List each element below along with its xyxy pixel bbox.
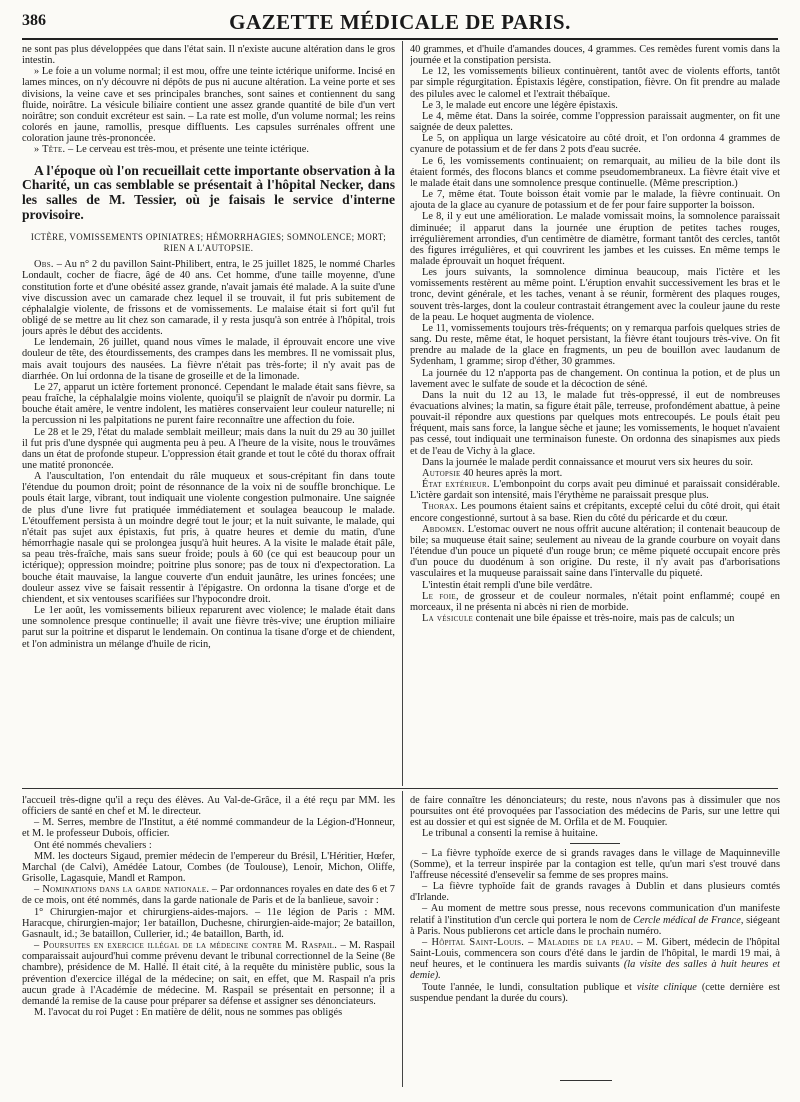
divider [570,843,620,844]
paragraph: Le 5, on appliqua un large vésicatoire au côté droit, et l'on ordonna 4 grammes de cyanure de potassium et de fer dans 2 pots d'eau sucrée. [410,133,780,156]
paragraph: Abdomen. L'estomac ouvert ne nous offrit aucune altération; il contenait beaucoup de bile; sa muqueuse était saine; seulement au niveau de la grande courbure on voyait dans l'étendue d'un pouce un piqueté d'un rouge brun; ce même piqueté occupait encore près d'un pouce du duodénum à son origine. Du reste, il n'y avait pas d'arborisations vasculaires et la muqueuse paraissait saine dans l'intervalle du piqueté. [410,523,780,580]
paragraph: » Tête. – Le cerveau est très-mou, et présente une teinte ictérique. [34,144,309,156]
paragraph: M. l'avocat du roi Puget : En matière de délit, nous ne sommes pas obligés [34,1006,343,1018]
paragraph: Le 3, le malade eut encore une légère épistaxis. [422,99,618,111]
paragraph: Le 4, même état. Dans la soirée, comme l'oppression paraissait augmenter, on fit une saignée de deux palettes. [410,110,780,134]
paragraph: Autopsie 40 heures après la mort. [422,467,563,479]
paragraph: Le 7, même état. Toute boisson était vomie par le malade, la fièvre continuait. On ajouta de la glace au cyanure de potassium et de fer pour faire supporter la boisson. [410,189,780,212]
paragraph: 40 grammes, et d'huile d'amandes douces, 4 grammes. Ces remèdes furent vomis dans la journée et la constipation persista. [410,44,780,67]
page-number: 386 [22,12,46,29]
italic-term: Cercle médical de France [633,914,741,926]
article-column-left [22,44,395,786]
paragraph: Dans la journée le malade perdit connaissance et mourut vers six heures du soir. [422,456,753,468]
column-divider [402,41,403,786]
page-header [22,10,778,40]
paragraph: – Hôpital Saint-Louis. – Maladies de la peau. – M. Gibert, médecin de l'hôpital Saint-Louis, commencera son cours d'été dans le jardin de l'hôpital, le mardi 19 mai, à neuf heures, et le continuera les mardis suivants (la visite des salles à huit heures et demie). [410,936,780,982]
paragraph: – La fièvre typhoïde exerce de si grands ravages dans le village de Maquinneville (Somme), et la terreur inspirée par la contagion est telle, qu'un mari s'est trouvé dans l'affreuse nécessité d'ensevelir sa femme de ses propres mains. [410,847,780,881]
section-lead: Le foie, [422,590,459,602]
paragraph: – Poursuites en exercice illégal de la médecine contre M. Raspail. – M. Raspail comparaissait aujourd'hui comme prévenu devant le tribunal correctionnel de la Seine (8e chambre), présidence de M. Hallé. Il était cité, à la requête du ministère public, sous la prévention d'exercice illégal de la médecine; on sait, en effet, que M. Raspail n'a pris aucun grade à l'Académie de médecine. M. Raspail se présentait en personne; il a demandé la remise de la cause pour préparer sa défense et assigner ses dénonciateurs. [22,940,395,1007]
paragraph: – La fièvre typhoïde fait de grands ravages à Dublin et dans plusieurs comtés d'Irlande. [410,881,780,904]
section-title: ICTÈRE, VOMISSEMENTS OPINIATRES; HÉMORRHAGIES; SOMNOLENCE; MORT; RIEN A L'AUTOPSIE. [30,232,387,253]
paragraph: Le 12, les vomissements bilieux continuèrent, tantôt avec de violents efforts, tantôt par simple régurgitation. Épistaxis légère, constipation, fièvre. On fit prendre au malade des pilules avec le calomel et l'extrait thébaïque. [410,66,780,100]
section-divider [22,788,778,789]
paragraph: Le 28 et le 29, l'état du malade semblait meilleur; mais dans la nuit du 29 au 30 juillet il fut pris d'une dyspnée qui augmenta peu à peu. A l'heure de la visite, nous le trouvâmes dans un état de profonde stupeur. L'oppression était grande et tout le côté du thorax offrait une matité prononcée. [22,426,395,471]
paragraph: Le lendemain, 26 juillet, quand nous vîmes le malade, il éprouvait encore une vive douleur de tête, des étourdissements, des crampes dans les membres. Il ne vomissait plus, mais avait toujours des nausées. La fièvre n'était pas très-forte; il n'y avait pas de diarrhée. On lui ordonna de la tisane de groseille et de la limonade. [22,337,395,382]
paragraph: de faire connaître les dénonciateurs; du reste, nous n'avons pas à dissimuler que nos poursuites ont été provoquées par l'association des médecins de Paris, sur une lettre qui est au dossier et qui est signée de M. Orfila et de M. Fouquier. [410,795,780,829]
journal-title: GAZETTE MÉDICALE DE PARIS. [229,10,571,34]
paragraph: L'intestin était rempli d'une bile verdâtre. [422,579,593,591]
paragraph: » Le foie a un volume normal; il est mou, offre une teinte ictérique uniforme. Incisé en lames minces, on n'y découvre ni dépôts de pus ni aucune altération. La veine porte et ses divisions, la veine cave et ses principales branches, sont saines et contiennent du sang fluide, noirâtre. La vésicule biliaire contient une assez grande quantité de bile d'un vert noirâtre; son conduit excréteur est sain. – La rate est molle, d'un volume normal; les reins colorés en jaune, ramollis, presque diffluents. Les capsules surrénales offrent une coloration jaune très-prononcée. [22,66,395,145]
news-column-right [410,795,780,1075]
paragraph: La journée du 12 n'apporta pas de changement. On continua la potion, et de plus un lavement avec le sulfate de soude et la décoction de séné. [410,367,780,390]
section-lead: Abdomen. [422,523,465,535]
paragraph: ne sont pas plus développées que dans l'état sain. Il n'existe aucune altération dans le gros intestin. [22,44,395,67]
paragraph: Le 6, les vomissements continuaient; on remarquait, au milieu de la bile dont ils étaient formés, des flocons blancs et comme pseudomembraneux. La fièvre était vive et le malade était dans une somnolence presque continuelle. (Même prescription.) [410,155,780,189]
paragraph: MM. les docteurs Sigaud, premier médecin de l'empereur du Brésil, L'Héritier, Hœfer, Marchal (de Calvi), Amédée Latour, Combes (de Toulouse), Lenoir, Michon, Oliffe, Grisolle, Lagasquie, Mandl et Rampon. [22,850,395,885]
paragraph: Obs. – Au n° 2 du pavillon Saint-Philibert, entra, le 25 juillet 1825, le nommé Charles Londault, cocher de fiacre, âgé de 40 ans. Cet homme, d'une taille moyenne, d'une constitution forte et d'une obésité assez grande, n'avait jamais été malade. A la suite d'une vive discussion avec un camarade chez lequel il se trouvait, il fut pris subitement de céphalalgie violente, de frissons et de vomissements. Le malaise était si fort qu'il fut obligé de se mettre au lit chez son camarade, il y resta jusqu'à son entrée à l'hôpital, trois jours après le début des accidents. [22,259,395,338]
section-lead: Autopsie [422,467,461,479]
news-column-left [22,795,395,1095]
paragraph: Le foie, de grosseur et de couleur normales, n'était point enflammé; coupé en morceaux, il ne présenta ni abcès ni rien de morbide. [410,590,780,613]
paragraph: La vésicule contenait une bile épaisse et très-noire, mais pas de calculs; un [422,612,735,624]
paragraph: 1° Chirurgien-major et chirurgiens-aides-majors. – 11e légion de Paris : MM. Haracque, chirurgien-major; 1er bataillon, Duchesne, chirurgien-aide-major; 2e bataillon, Gasnault, id.; 3e bataillon, Cullerier, id.; 4e bataillon, Barth, id. [22,906,395,940]
section-lead: Thorax. [422,501,458,513]
news-heading: – Poursuites en exercice illégal de la médecine contre M. Raspail. [34,940,338,952]
italic-term: (la visite des salles à huit heures et demie). [410,959,780,982]
paragraph: Dans la nuit du 12 au 13, le malade fut très-oppressé, il eut de nombreuses évacuations alvines; la matin, sa figure était pâle, terreuse, profondément abattue, à peine pouvait-il répondre aux questions par quelques mots entrecoupés. Le pouls était peu fréquent, mais sans force, la langue sèche et jaune; les vomissements, le hoquet n'avaient pas cessé, tout indiquait une terminaison funeste. On ordonna des sinapismes aux pieds et de l'eau de Vichy à la glace. [410,389,780,457]
paragraph: Toute l'année, le lundi, consultation publique et visite clinique (cette dernière est suspendue pendant la durée du cours). [410,981,780,1004]
article-lede: A l'époque où l'on recueillait cette importante observation à la Charité, un cas semblable se présentait à l'hôpital Necker, dans les salles de M. Tessier, où je faisais le service d'interne provisoire. [22,162,395,223]
paragraph: Le 27, apparut un ictère fortement prononcé. Cependant le malade était sans fièvre, sa peau fraîche, la céphalalgie moins violente, quoiqu'il se plaignît de n'avoir pu dormir. La bouche était amère, le ventre indolent, les matières conservaient leur couleur naturelle; ni la percussion ni les palpitations ne purent faire reconnaître une affection du foie. [22,381,395,427]
paragraph: État extérieur. L'embonpoint du corps avait peu diminué et paraissait considérable. L'ictère gardait son intensité, mais l'érythème ne paraissait presque plus. [410,479,780,502]
section-lead: État extérieur. [422,479,490,491]
paragraph: l'accueil très-digne qu'il a reçu des élèves. Au Val-de-Grâce, il a été reçu par MM. les officiers de santé en chef et M. le directeur. [22,795,395,818]
paragraph: – Au moment de mettre sous presse, nous recevons communication d'un manifeste relatif à l'institution d'un cercle qui portera le nom de Cercle médical de France, siégeant à Paris. Nous publierons cet article dans le prochain numéro. [410,903,780,937]
paragraph: – M. Serres, membre de l'Institut, a été nommé commandeur de la Légion-d'Honneur, et M. le professeur Dubois, officier. [22,817,395,840]
news-heading: – Hôpital Saint-Louis. – Maladies de la peau. [422,936,634,948]
paragraph: Le 11, vomissements toujours très-fréquents; on y remarqua parfois quelques stries de sang. Du reste, même état, le hoquet persistant, la fièvre étant toujours très-vive. On fit prendre au malade de la glace en fragments, un peu de bouillon avec laudanum de Sydenham, 1 gramme; sirop d'éther, 30 grammes. [410,322,780,368]
paragraph: Le tribunal a consenti la remise à huitaine. [422,828,598,840]
paragraph: – Nominations dans la garde nationale. – Par ordonnances royales en date des 6 et 7 de ce mois, ont été nommés, dans la garde nationale de Paris et de la banlieue, savoir : [22,884,395,907]
end-rule [560,1080,612,1081]
paragraph: Thorax. Les poumons étaient sains et crépitants, excepté celui du côté droit, qui était encore congestionné, surtout à sa base. Rien du côté du péricarde et du cœur. [410,501,780,524]
paragraph: Le 1er août, les vomissements bilieux reparurent avec violence; le malade était dans une somnolence presque continuelle; il avait une fièvre très-vive; une éruption miliaire parut sur la poitrine et disparut le lendemain. On continua la tisane d'orge et de chiendent, et l'on administra un mélange d'huile de ricin, [22,605,395,650]
paragraph: Les jours suivants, la somnolence diminua beaucoup, mais l'ictère et les vomissements restèrent au même point. L'éruption envahit successivement les bras et le tronc, devint générale, et les taches, venant à se réunir, formèrent des plaques rouges, souvent très-larges, dont la couleur contrastait étrangement avec la couleur jaune du reste de la peau. Le hoquet augmenta de violence. [410,267,780,323]
section-lead: » Tête. [34,144,66,156]
section-lead: Obs. [34,259,54,271]
italic-term: visite clinique [636,981,697,993]
paragraph: Ont été nommés chevaliers : [34,839,152,851]
article-column-right [410,44,780,786]
paragraph: A l'auscultation, l'on entendait du râle muqueux et sous-crépitant fin dans toute l'étendue du poumon droit; point de résonnance de la voix ni de souffle bronchique. Le pouls était large, vibrant, tout indiquait une violente congestion pulmonaire. Une saignée de plus d'une livre fut pratiquée immédiatement et soulagea beaucoup le malade. L'étouffement persista à un moindre degré tout le jour; et la nuit suivante, le malade, qui n'était pas sujet aux épistaxis, fut pris, à quatre heures et demie du matin, d'une hémorrhagie nasale qui se prolongea jusqu'à huit heures. A la visite le malade était pâle, sa peau très-fraîche, mais sans sueur froide; pouls à 60 (ce qui est beaucoup pour un ictérique); oppression moindre; poitrine plus sonore; pas de toux ni d'expectoration. La bouche était mauvaise, la langue couverte d'un enduit jaunâtre, les urines foncées; une douleur assez vive se faisait ressentir à l'épigastre. On ordonna la tisane d'orge et de chiendent, et six ventouses scarifiées sur l'hypocondre droit. [22,471,395,605]
section-lead: La vésicule [422,612,474,624]
column-divider [402,791,403,1087]
paragraph: Le 8, il y eut une amélioration. Le malade vomissait moins, la somnolence paraissait diminuée; il apparut dans la journée une éruption de petites taches rouges, irrégulièrement arrondies, d'un centimètre de diamètre, formant tantôt des cercles, tantôt des figures irrégulières, et qui couvrirent les jambes et les cuisses. En même temps le malade éprouvait un hoquet fréquent. [410,211,780,267]
news-heading: – Nominations dans la garde nationale. [34,884,210,896]
